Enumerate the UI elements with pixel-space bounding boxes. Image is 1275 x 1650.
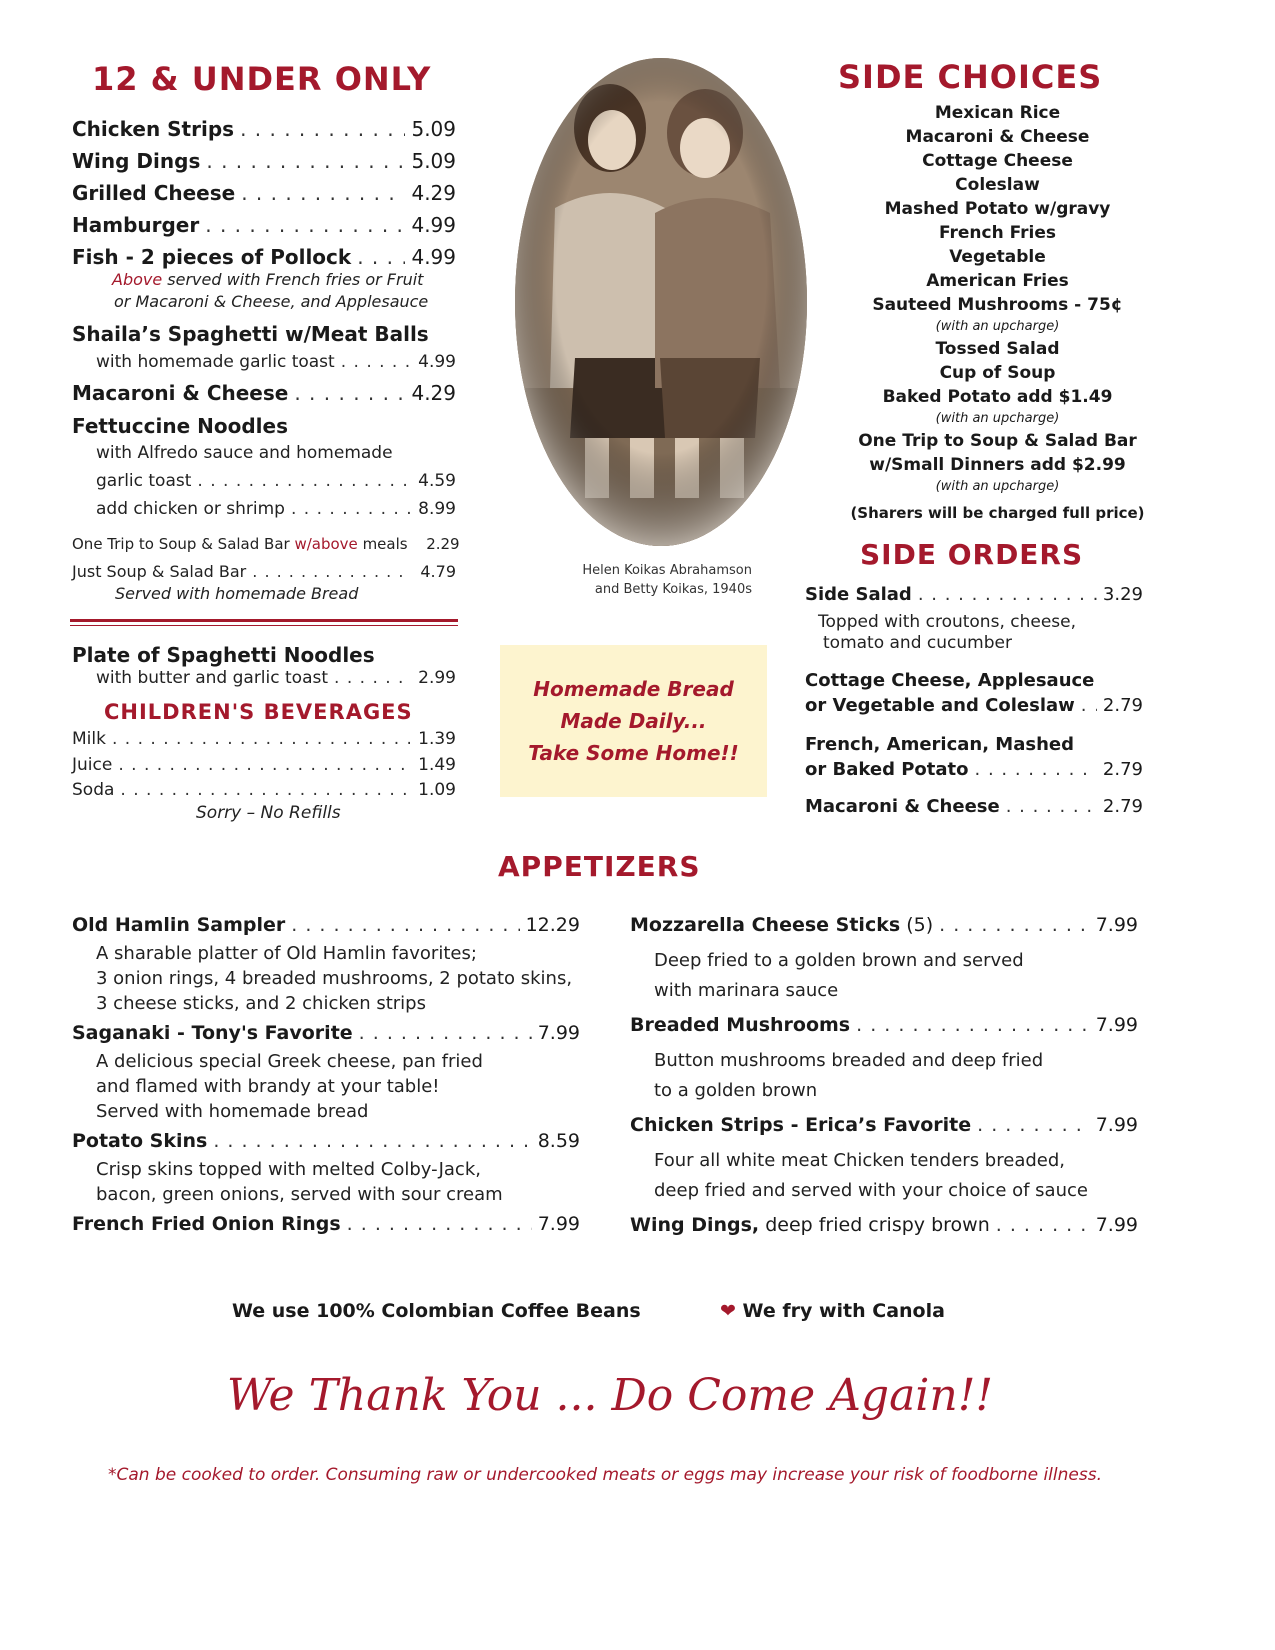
note-text: served with French fries or Fruit [162, 270, 424, 289]
appetizer-name-text: Mozzarella Cheese Sticks [630, 914, 901, 936]
menu-item [72, 149, 456, 173]
side-choices-title: SIDE CHOICES [838, 58, 1103, 96]
item-name: Side Salad [805, 584, 912, 605]
appetizer-desc: with marinara sauce [654, 980, 839, 1001]
plate-detail [96, 668, 456, 688]
soup-trip-highlight: w/above [294, 535, 358, 553]
appetizer-name-text: Old Hamlin Sampler [72, 914, 286, 936]
food-safety-disclaimer: *Can be cooked to order. Consuming raw or undercooked meats or eggs may increase your risk of foodborne illness. [108, 1465, 1102, 1485]
menu-item [72, 181, 456, 205]
appetizer-price: 8.59 [537, 1130, 580, 1152]
side-salad-row [805, 584, 1143, 605]
served-with-note [112, 270, 423, 289]
leader-dots [977, 1114, 1090, 1136]
appetizer-price: 7.99 [1095, 1214, 1138, 1236]
leader-dots [241, 181, 405, 205]
beverage-row [72, 755, 456, 775]
appetizer-name-text: Breaded Mushrooms [630, 1014, 851, 1036]
item-name: Macaroni & Cheese [805, 796, 1000, 817]
appetizer-desc: to a golden brown [654, 1080, 818, 1101]
side-choice-item: Cup of Soup [939, 363, 1056, 383]
menu-item [72, 213, 456, 237]
appetizer-name [72, 1213, 341, 1235]
appetizer-name [630, 1014, 850, 1036]
item-desc: Just Soup & Salad Bar [72, 562, 247, 581]
item-desc [72, 535, 408, 553]
item-name: Fish - 2 pieces of Pollock [72, 245, 352, 269]
leader-dots [112, 729, 410, 749]
item-price: 4.29 [411, 381, 456, 405]
appetizer-name [72, 1130, 207, 1152]
bread-line-1: Homemade Bread [533, 677, 734, 701]
leader-dots [213, 1130, 531, 1152]
bread-line-2: Made Daily... [560, 709, 707, 733]
soup-trip-text-end: meals [357, 535, 408, 553]
appetizer-name-text: Wing Dings, [630, 1214, 760, 1236]
above-word: Above [112, 270, 163, 289]
appetizer-name [630, 914, 933, 936]
leader-dots [118, 755, 410, 775]
leader-dots [918, 584, 1097, 605]
canola-text: We fry with Canola [742, 1300, 945, 1322]
appetizer-desc: Four all white meat Chicken tenders breaded, [654, 1150, 1065, 1171]
item-price: 4.99 [418, 352, 456, 372]
leader-dots [359, 1022, 532, 1044]
item-price: 4.99 [411, 213, 456, 237]
thank-you-message: We Thank You ... Do Come Again!! [226, 1370, 994, 1421]
side-orders-title: SIDE ORDERS [860, 538, 1084, 571]
leader-dots [856, 1014, 1090, 1036]
item-price: 8.99 [418, 499, 456, 519]
appetizer-row [72, 1022, 580, 1044]
beverage-row [72, 729, 456, 749]
appetizer-desc: and flamed with brandy at your table! [96, 1076, 440, 1097]
beverage-row [72, 780, 456, 800]
potato-row [805, 759, 1143, 780]
no-refills-note: Sorry – No Refills [196, 803, 341, 823]
item-name: Hamburger [72, 213, 200, 237]
leader-dots [291, 499, 410, 519]
item-price: 2.29 [426, 535, 460, 553]
item-price: 4.59 [418, 471, 456, 491]
leader-dots [357, 245, 405, 269]
coffee-note: We use 100% Colombian Coffee Beans [232, 1300, 641, 1322]
heart-icon: ❤ [720, 1300, 736, 1322]
leader-dots [996, 1214, 1090, 1236]
item-name: Wing Dings [72, 149, 201, 173]
menu-item [72, 245, 456, 269]
fettuccine-price-row [96, 471, 456, 491]
item-desc: with homemade garlic toast [96, 352, 335, 372]
appetizer-desc: A sharable platter of Old Hamlin favorites; [96, 943, 477, 964]
just-soup-row [72, 562, 456, 581]
appetizer-desc: deep fried and served with your choice of sauce [654, 1180, 1088, 1201]
item-name: Macaroni & Cheese [72, 381, 289, 405]
item-name: Grilled Cheese [72, 181, 236, 205]
item-price: 2.79 [1102, 695, 1143, 716]
upcharge-note: (with an upcharge) [935, 319, 1060, 334]
side-choice-item: Cottage Cheese [922, 151, 1073, 171]
leader-dots [939, 914, 1090, 936]
item-price: 2.79 [1102, 796, 1143, 817]
appetizers-title: APPETIZERS [498, 850, 701, 883]
spaghetti-name: Shaila’s Spaghetti w/Meat Balls [72, 322, 429, 346]
item-price: 4.79 [420, 562, 456, 581]
item-price: 4.99 [411, 245, 456, 269]
beverages-title: CHILDREN'S BEVERAGES [104, 700, 413, 724]
appetizer-desc: Served with homemade bread [96, 1101, 369, 1122]
photo-caption-2: and Betty Koikas, 1940s [594, 582, 752, 597]
kids-menu-title: 12 & UNDER ONLY [92, 60, 432, 98]
leader-dots [206, 149, 405, 173]
item-name: Chicken Strips [72, 117, 235, 141]
item-name: or Baked Potato [805, 759, 969, 780]
divider-thin [70, 625, 458, 626]
leader-dots [291, 914, 519, 936]
leader-dots [975, 759, 1097, 780]
appetizer-price: 7.99 [537, 1213, 580, 1235]
leader-dots [120, 780, 410, 800]
leader-dots [197, 471, 410, 491]
appetizer-desc: Button mushrooms breaded and deep fried [654, 1050, 1044, 1071]
vintage-photo [515, 58, 807, 546]
appetizer-name [630, 1214, 990, 1236]
item-desc: with butter and garlic toast [96, 668, 329, 688]
item-price: 1.39 [418, 729, 456, 749]
item-price: 2.99 [418, 668, 456, 688]
side-choice-item: French Fries [938, 223, 1057, 243]
appetizer-row [630, 1014, 1138, 1036]
appetizer-name-text: Potato Skins [72, 1130, 208, 1152]
soup-trip-row [72, 535, 460, 553]
item-desc: add chicken or shrimp [96, 499, 285, 519]
menu-item [72, 117, 456, 141]
side-salad-desc-1: Topped with croutons, cheese, [818, 612, 1077, 632]
appetizer-desc: 3 cheese sticks, and 2 chicken strips [96, 993, 426, 1014]
appetizer-name-text: Saganaki - Tony's Favorite [72, 1022, 353, 1044]
appetizer-name [630, 1114, 971, 1136]
appetizer-name-text: Chicken Strips - Erica’s Favorite [630, 1114, 972, 1136]
item-price: 5.09 [411, 149, 456, 173]
cottage-row [805, 695, 1143, 716]
homemade-bread-box [500, 645, 767, 797]
leader-dots [1081, 695, 1097, 716]
appetizer-desc: A delicious special Greek cheese, pan fried [96, 1051, 483, 1072]
leader-dots [205, 213, 405, 237]
side-choices-list [810, 101, 1185, 525]
appetizer-price: 7.99 [1095, 1014, 1138, 1036]
potato-line-1: French, American, Mashed [805, 734, 1074, 755]
spaghetti-detail [96, 352, 456, 372]
mac-row [805, 796, 1143, 817]
side-choice-item: Mexican Rice [934, 103, 1061, 123]
appetizer-price: 12.29 [525, 914, 580, 936]
item-price: 4.29 [411, 181, 456, 205]
appetizer-name-text: French Fried Onion Rings [72, 1213, 341, 1235]
appetizer-row [630, 1114, 1138, 1136]
item-price: 1.49 [418, 755, 456, 775]
side-choice-item: Baked Potato add $1.49 [882, 387, 1113, 407]
appetizer-row [72, 1213, 580, 1235]
appetizer-price: 7.99 [537, 1022, 580, 1044]
side-salad-desc-2: tomato and cucumber [823, 633, 1012, 653]
fettuccine-name: Fettuccine Noodles [72, 414, 288, 438]
item-price: 3.29 [1102, 584, 1143, 605]
leader-dots [252, 562, 410, 581]
appetizer-row [630, 1214, 1138, 1236]
item-price: 1.09 [418, 780, 456, 800]
side-choice-item: Vegetable [949, 247, 1046, 267]
appetizer-desc: Deep fried to a golden brown and served [654, 950, 1024, 971]
cottage-line-1: Cottage Cheese, Applesauce [805, 670, 1095, 691]
side-choice-item: Mashed Potato w/gravy [884, 199, 1111, 219]
item-desc: garlic toast [96, 471, 192, 491]
appetizer-price: 7.99 [1095, 1114, 1138, 1136]
item-name: Milk [72, 729, 106, 749]
side-choice-item: Sauteed Mushrooms - 75¢ [872, 295, 1123, 315]
photo-caption-1: Helen Koikas Abrahamson [582, 563, 752, 578]
divider [70, 619, 458, 622]
item-name: or Vegetable and Coleslaw [805, 695, 1075, 716]
item-price: 5.09 [411, 117, 456, 141]
appetizer-extra: (5) [900, 914, 934, 936]
item-name: Juice [72, 755, 113, 775]
bread-line-3: Take Some Home!! [528, 741, 739, 765]
fettuccine-add-row [96, 499, 456, 519]
appetizer-name [72, 914, 285, 936]
plate-name: Plate of Spaghetti Noodles [72, 643, 375, 667]
appetizer-row [630, 914, 1138, 936]
leader-dots [341, 352, 410, 372]
leader-dots [1006, 796, 1097, 817]
appetizer-price: 7.99 [1095, 914, 1138, 936]
item-price: 2.79 [1102, 759, 1143, 780]
served-with-note-2: or Macaroni & Cheese, and Applesauce [114, 292, 429, 311]
side-choice-item: One Trip to Soup & Salad Bar [858, 431, 1137, 451]
appetizer-desc: 3 onion rings, 4 breaded mushrooms, 2 potato skins, [96, 968, 573, 989]
side-choice-item: w/Small Dinners add $2.99 [869, 455, 1126, 475]
photo-illustration [515, 58, 807, 546]
bread-note: Served with homemade Bread [115, 584, 359, 603]
leader-dots [240, 117, 405, 141]
upcharge-note: (with an upcharge) [935, 479, 1060, 494]
side-choice-item: Coleslaw [955, 175, 1040, 195]
appetizer-row [72, 914, 580, 936]
appetizer-desc: bacon, green onions, served with sour cream [96, 1184, 503, 1205]
appetizer-name [72, 1022, 353, 1044]
appetizer-row [72, 1130, 580, 1152]
side-choice-item: (Sharers will be charged full price) [850, 504, 1145, 522]
fettuccine-desc: with Alfredo sauce and homemade [96, 443, 393, 463]
leader-dots [334, 668, 410, 688]
item-name: Soda [72, 780, 115, 800]
menu-item [72, 381, 456, 405]
side-choice-item: American Fries [926, 271, 1069, 291]
appetizer-extra: deep fried crispy brown [759, 1214, 990, 1236]
soup-trip-text: One Trip to Soup & Salad Bar [72, 535, 295, 553]
leader-dots [294, 381, 405, 405]
leader-dots [347, 1213, 532, 1235]
side-choice-item: Tossed Salad [935, 339, 1060, 359]
canola-note [720, 1300, 945, 1322]
appetizer-desc: Crisp skins topped with melted Colby-Jack, [96, 1159, 481, 1180]
upcharge-note: (with an upcharge) [935, 411, 1060, 426]
side-choice-item: Macaroni & Cheese [905, 127, 1090, 147]
